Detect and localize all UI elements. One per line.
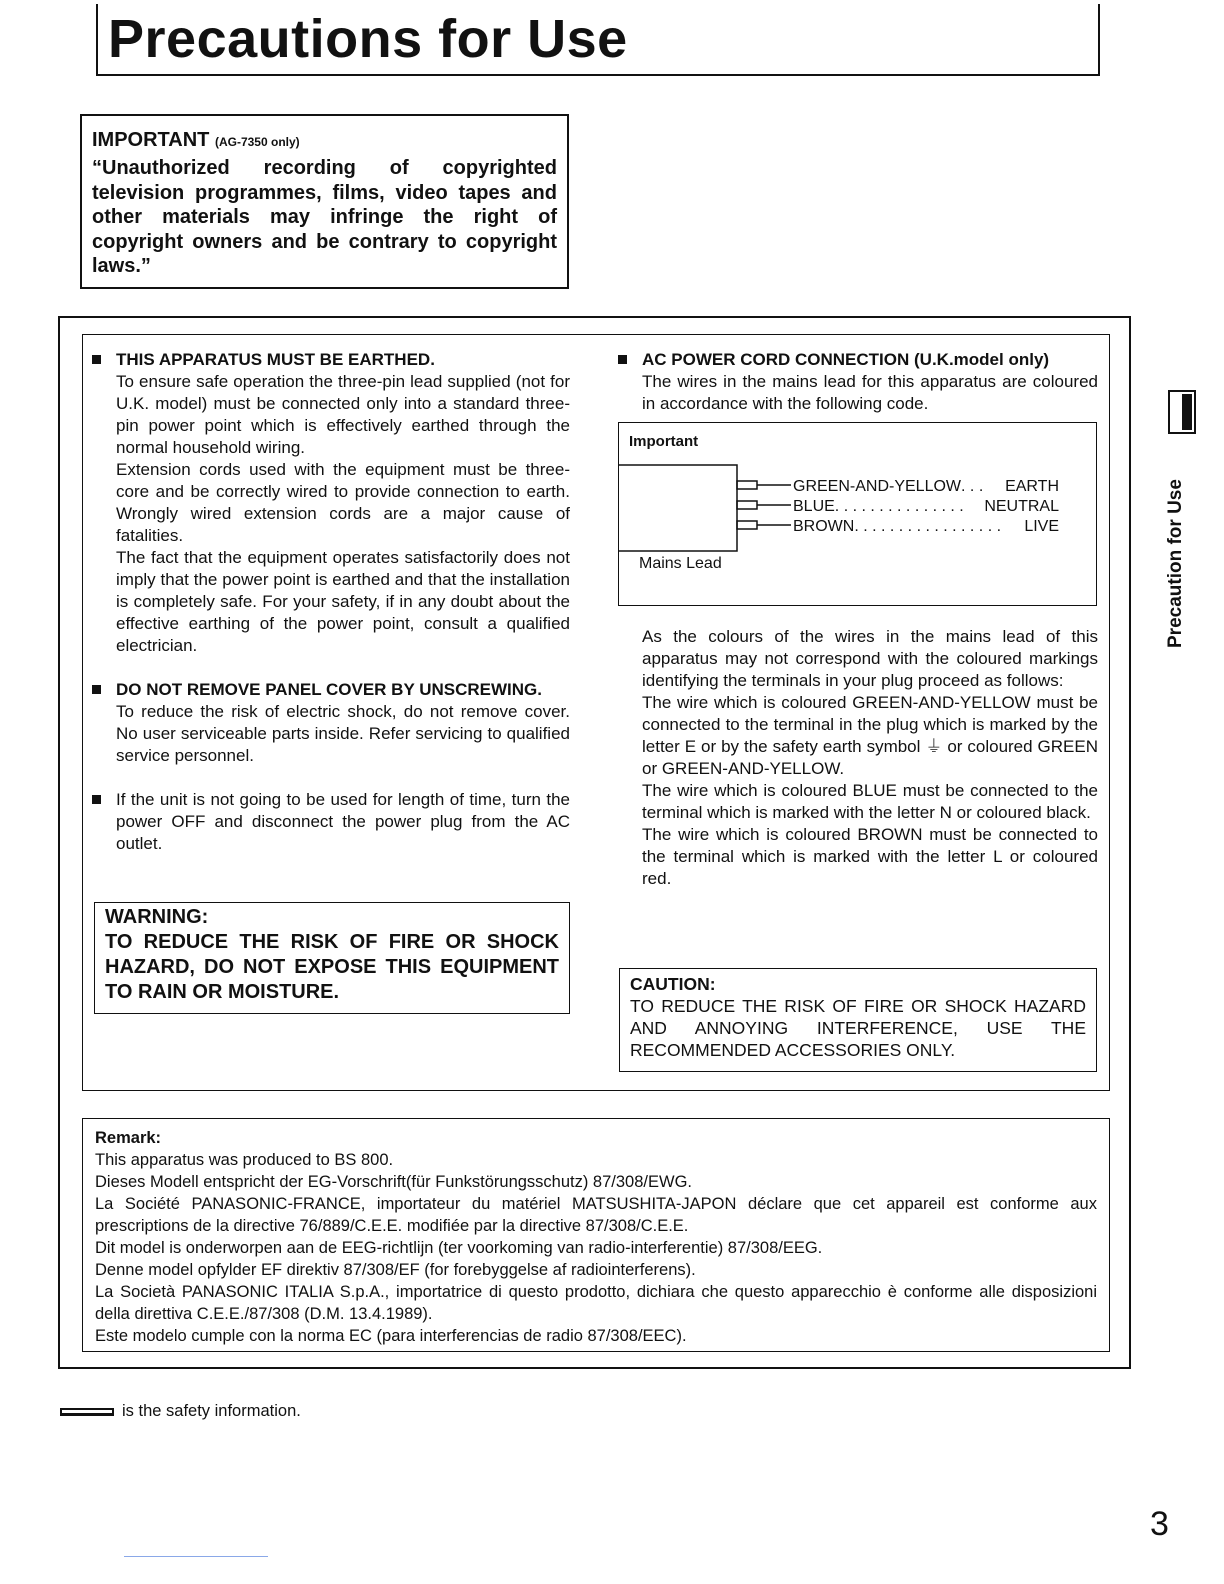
left-column bbox=[92, 349, 570, 855]
unused-power-note: If the unit is not going to be used for length of time, turn the power OFF and disconnect the power plug from the AC outlet. bbox=[92, 789, 570, 855]
caution-body: TO REDUCE THE RISK OF FIRE OR SHOCK HAZARD AND ANNOYING INTERFERENCE, USE THE RECOMMENDED ACCESSORIES ONLY. bbox=[630, 996, 1086, 1060]
wire-paragraph-1: As the colours of the wires in the mains lead of this apparatus may not correspond with the coloured markings identifying the terminals in your plug proceed as follows: bbox=[642, 627, 1098, 690]
wire-list bbox=[793, 477, 1059, 537]
remark-line: Este modelo cumple con la norma EC (para interferencias de radio 87/308/EEC). bbox=[95, 1327, 687, 1345]
safety-note-text: is the safety information. bbox=[122, 1402, 301, 1420]
remark-line: La Società PANASONIC ITALIA S.p.A., importatrice di questo prodotto, dichiara che questo apparecchio è conforme alle disposizioni della direttiva C.E.E./87/308 (D.M. 13.4.1989). bbox=[95, 1283, 1097, 1323]
earthed-paragraph-3: The fact that the equipment operates satisfactorily does not imply that the power point is earthed and that the installation is completely safe. For your safety, if in any doubt about the effective earthing of the power point, consult a qualified electrician. bbox=[116, 548, 570, 655]
page-number: 3 bbox=[1150, 1505, 1169, 1543]
wire-row-earth: GREEN-AND-YELLOW . . . EARTH bbox=[793, 478, 1059, 495]
bullet-icon bbox=[618, 355, 627, 364]
ac-cord-heading: AC POWER CORD CONNECTION (U.K.model only) bbox=[618, 349, 1098, 371]
important-model-note: (AG-7350 only) bbox=[214, 135, 300, 149]
diagram-caption: Mains Lead bbox=[639, 555, 722, 572]
wire-paragraph-3: The wire which is coloured BLUE must be connected to the terminal which is marked with the letter N or coloured black. bbox=[642, 781, 1098, 822]
ac-cord-paragraph: The wires in the mains lead for this apparatus are coloured in accordance with the following code. bbox=[642, 372, 1098, 413]
important-label: IMPORTANT bbox=[92, 129, 210, 151]
wire-instructions bbox=[642, 626, 1098, 890]
important-heading bbox=[92, 128, 557, 154]
panel-cover-heading: DO NOT REMOVE PANEL COVER BY UNSCREWING. bbox=[92, 679, 570, 701]
remark-line: This apparatus was produced to BS 800. bbox=[95, 1151, 394, 1169]
earthed-paragraph-2: Extension cords used with the equipment must be three-core and be correctly wired to provide connection to earth. Wrongly wired extension cords are a major cause of fatalities. bbox=[116, 460, 570, 545]
section-tab-icon bbox=[1168, 390, 1196, 434]
caution-heading: CAUTION: bbox=[630, 974, 716, 994]
remark-box bbox=[82, 1118, 1110, 1352]
remark-line: Dit model is onderworpen aan de EEG-richtlijn (ter voorkoming van radio-interferentie) 87/308/EEG. bbox=[95, 1239, 823, 1257]
divider bbox=[124, 1556, 268, 1557]
page-title: Precautions for Use bbox=[108, 9, 628, 69]
remark-heading: Remark: bbox=[95, 1129, 162, 1147]
important-notice-box bbox=[80, 114, 569, 289]
safety-info-legend bbox=[60, 1402, 301, 1421]
wire-row-neutral: BLUE . . . . . . . . . . . . . . . NEUTRAL bbox=[793, 498, 1059, 515]
side-section-label: Precaution for Use bbox=[1165, 479, 1186, 648]
remark-line: Dieses Modell entspricht der EG-Vorschrift(für Funkstörungsschutz) 87/308/EWG. bbox=[95, 1173, 692, 1191]
warning-box bbox=[94, 902, 570, 1014]
wire-paragraph-2: The wire which is coloured GREEN-AND-YELLOW must be connected to the terminal in the plug which is marked by the letter E or by the safety earth symbol ⏚ or coloured GREEN or GREEN-AND-YELLOW. bbox=[642, 693, 1098, 778]
bullet-icon bbox=[92, 795, 101, 804]
remark-line: Denne model opfylder EF direktiv 87/308/EF (for forebyggelse af radiointerferens). bbox=[95, 1261, 696, 1279]
bullet-icon bbox=[92, 685, 101, 694]
bullet-icon bbox=[92, 355, 101, 364]
warning-heading: WARNING: bbox=[105, 906, 209, 928]
important-body: “Unauthorized recording of copyrighted television programmes, films, video tapes and other materials may infringe the right of copyright owners and be contrary to copyright laws.” bbox=[92, 157, 557, 277]
wire-row-live: BROWN . . . . . . . . . . . . . . . . . LIVE bbox=[793, 518, 1059, 535]
panel-cover-paragraph: To reduce the risk of electric shock, do not remove cover. No user serviceable parts inside. Refer servicing to qualified service personnel. bbox=[116, 702, 570, 765]
right-column bbox=[618, 349, 1098, 415]
caution-box bbox=[619, 968, 1097, 1072]
mains-lead-diagram bbox=[618, 422, 1097, 606]
warning-body: TO REDUCE THE RISK OF FIRE OR SHOCK HAZARD, DO NOT EXPOSE THIS EQUIPMENT TO RAIN OR MOISTURE. bbox=[105, 931, 559, 1003]
remark-line: La Société PANASONIC-FRANCE, importateur du matériel MATSUSHITA-JAPON déclare que cet appareil est conforme aux prescriptions de la directive 76/889/C.E.E. modifiée par la directive 87/308/C.E.E. bbox=[95, 1195, 1097, 1235]
earthed-paragraph-1: To ensure safe operation the three-pin lead supplied (not for U.K. model) must be connected only into a standard three-pin power point which is effectively earthed through the normal household wiring. bbox=[116, 372, 570, 457]
earthed-heading: THIS APPARATUS MUST BE EARTHED. bbox=[92, 349, 570, 371]
safety-frame-icon bbox=[60, 1408, 114, 1416]
wire-paragraph-4: The wire which is coloured BROWN must be connected to the terminal which is marked with the letter L or coloured red. bbox=[642, 825, 1098, 888]
diagram-label: Important bbox=[629, 433, 699, 450]
